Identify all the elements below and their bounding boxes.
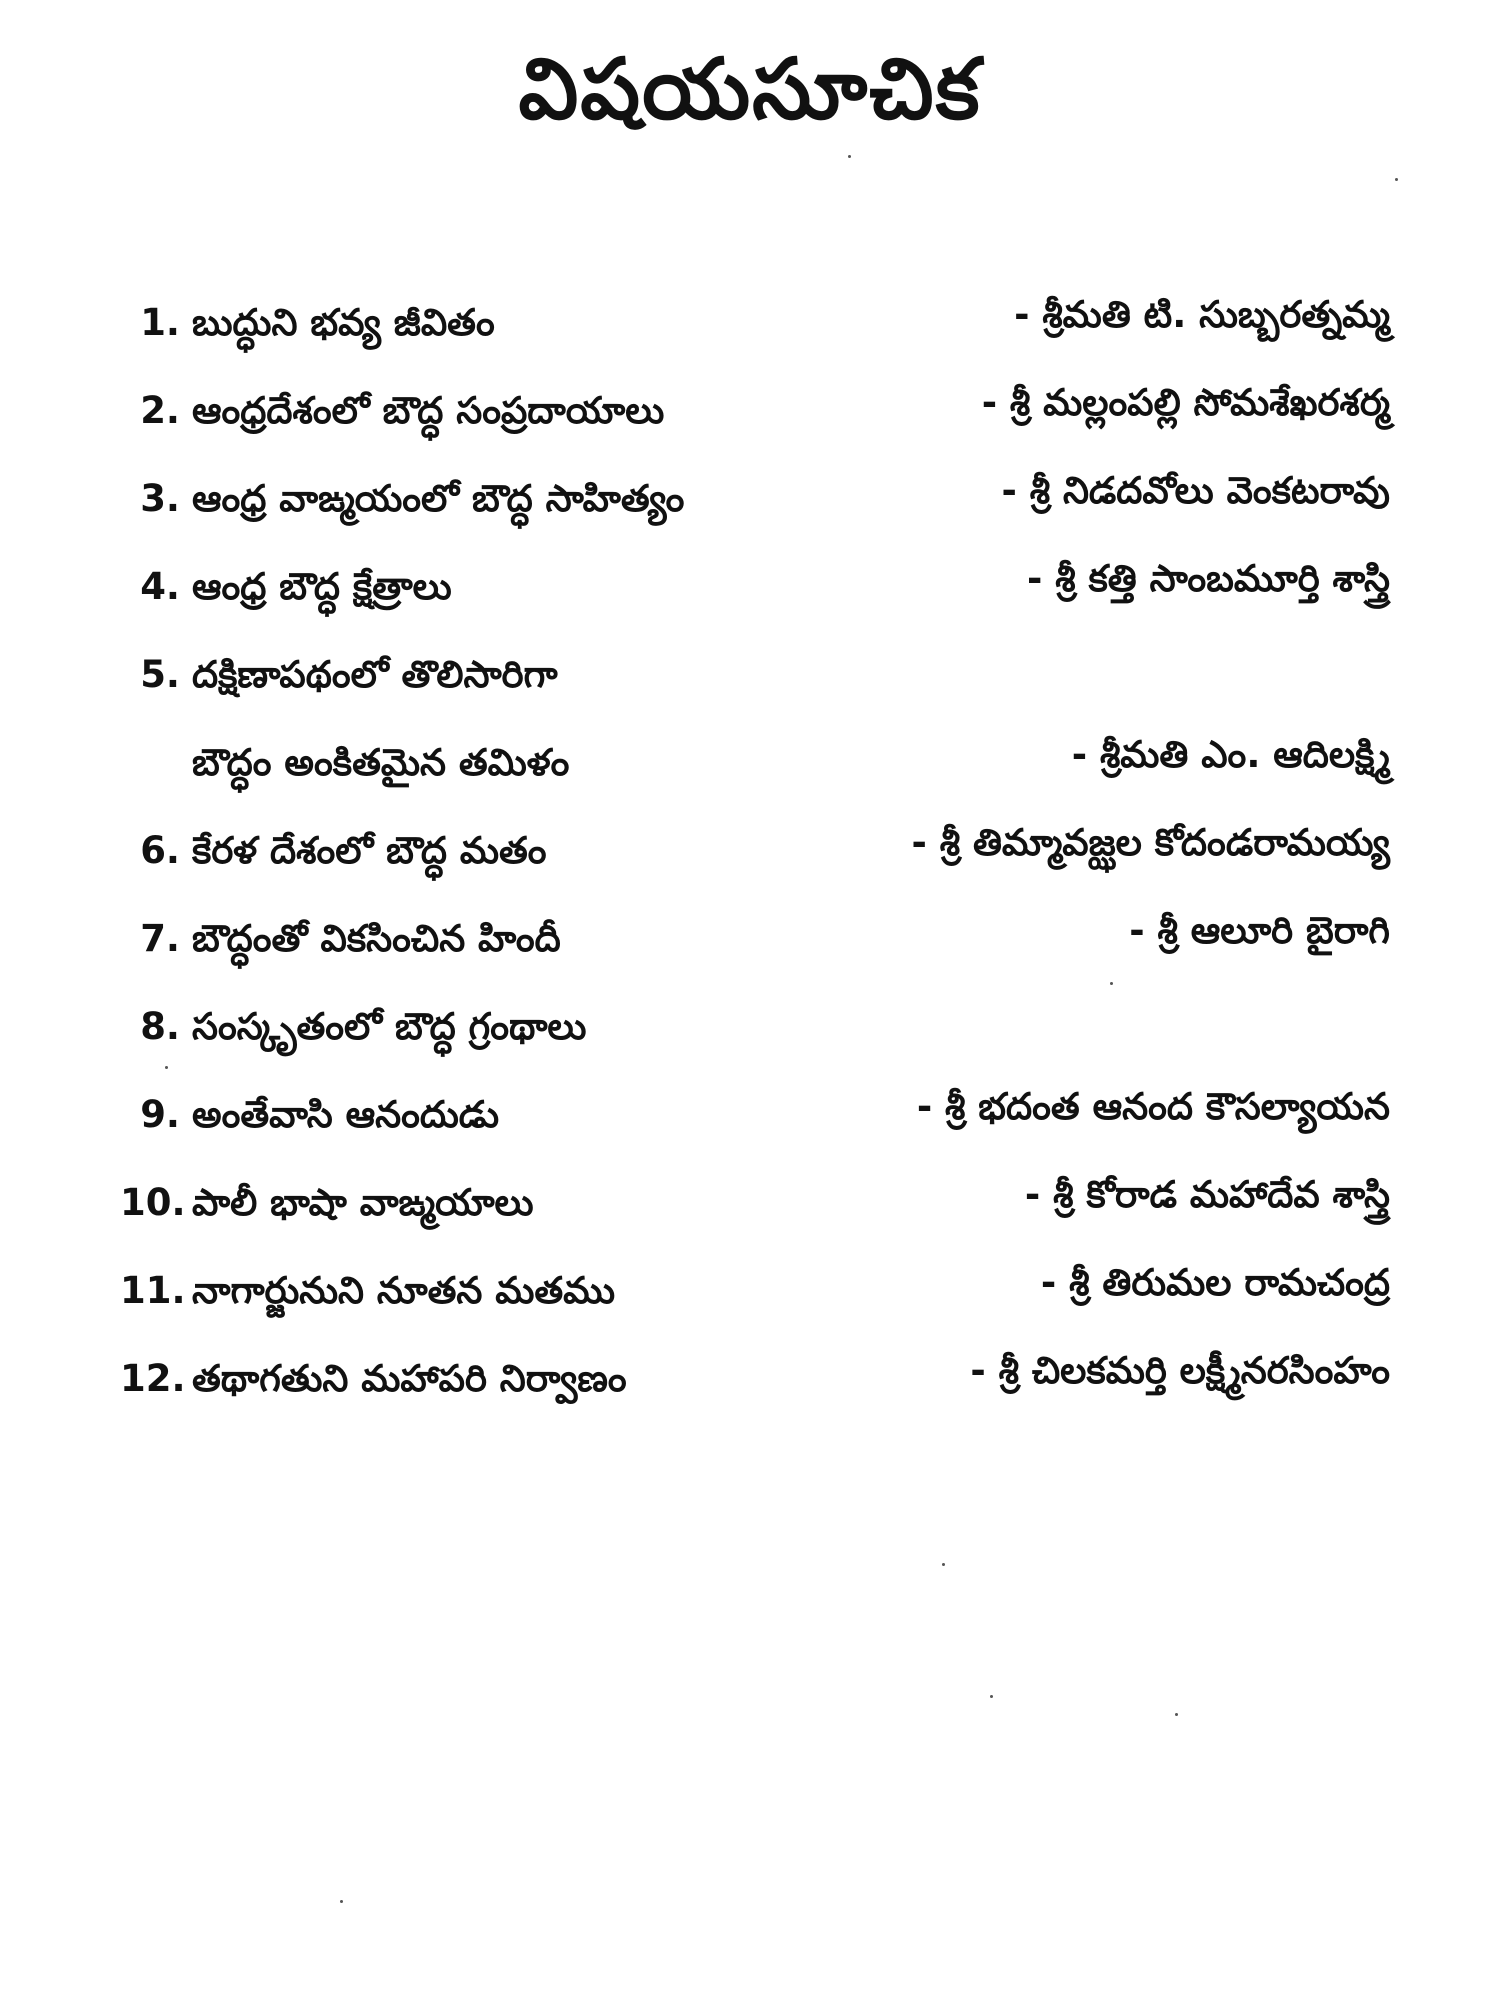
entry-author: - శ్రీమతి టి. సుబ్బరత్నమ్మ — [1014, 293, 1390, 336]
entry-title: దక్షిణాపథంలో తొలిసారిగా — [192, 653, 558, 696]
scan-speck — [1395, 178, 1398, 181]
toc-entry-8 — [120, 989, 1390, 1077]
entry-title: సంస్కృతంలో బౌద్ధ గ్రంథాలు — [192, 1005, 587, 1048]
entry-number: 5. — [140, 653, 180, 696]
entry-author: - శ్రీ కత్తి సాంబమూర్తి శాస్త్రి — [1027, 557, 1390, 600]
toc-entry-11 — [120, 1253, 1390, 1341]
entry-author: - శ్రీ ఆలూరి బైరాగి — [1129, 909, 1390, 952]
entry-title: ఆంధ్ర వాఙ్మయంలో బౌద్ధ సాహిత్యం — [192, 477, 685, 520]
scan-speck — [340, 1900, 343, 1903]
scan-speck — [165, 1066, 168, 1069]
entry-title: పాలీ భాషా వాఙ్మయాలు — [192, 1181, 534, 1224]
entry-author: - శ్రీ మల్లంపల్లి సోమశేఖరశర్మ — [981, 381, 1390, 424]
scan-speck — [990, 1695, 993, 1698]
scan-speck — [942, 1563, 945, 1566]
entry-number: 7. — [140, 917, 180, 960]
toc-entry-5-continued — [120, 725, 1390, 813]
entry-number: 4. — [140, 565, 180, 608]
scan-speck — [1175, 1713, 1178, 1716]
entry-number: 12. — [120, 1357, 186, 1400]
entry-number: 9. — [140, 1093, 180, 1136]
entry-author: - శ్రీమతి ఎం. ఆదిలక్ష్మి — [1071, 733, 1390, 776]
table-of-contents — [120, 285, 1390, 1429]
entry-author: - శ్రీ చిలకమర్తి లక్ష్మీనరసింహం — [970, 1349, 1390, 1392]
entry-title: బౌద్ధంతో వికసించిన హిందీ — [192, 917, 561, 960]
entry-number: 8. — [140, 1005, 180, 1048]
entry-title: ఆంధ్ర బౌద్ధ క్షేత్రాలు — [192, 565, 452, 608]
scan-speck — [1110, 982, 1113, 985]
entry-author: - శ్రీ తిరుమల రామచంద్ర — [1040, 1261, 1390, 1304]
entry-author: - శ్రీ కోరాడ మహాదేవ శాస్త్రి — [1024, 1173, 1390, 1216]
entry-title: తథాగతుని మహాపరి నిర్వాణం — [192, 1357, 627, 1400]
entry-number: 6. — [140, 829, 180, 872]
toc-entry-2 — [120, 373, 1390, 461]
entry-title: ఆంధ్రదేశంలో బౌద్ధ సంప్రదాయాలు — [192, 389, 665, 432]
scan-speck — [848, 155, 851, 158]
entry-title: కేరళ దేశంలో బౌద్ధ మతం — [192, 829, 547, 872]
toc-entry-12 — [120, 1341, 1390, 1429]
toc-entry-3 — [120, 461, 1390, 549]
entry-title: నాగార్జునుని నూతన మతము — [192, 1269, 616, 1312]
entry-number: 2. — [140, 389, 180, 432]
toc-entry-9 — [120, 1077, 1390, 1165]
toc-entry-10 — [120, 1165, 1390, 1253]
toc-entry-1 — [120, 285, 1390, 373]
entry-author: - శ్రీ భదంత ఆనంద కౌసల్యాయన — [916, 1085, 1390, 1128]
toc-entry-5 — [120, 637, 1390, 725]
entry-author: - శ్రీ నిడదవోలు వెంకటరావు — [1001, 469, 1390, 512]
entry-title: బౌద్ధం అంకితమైన తమిళం — [192, 741, 570, 784]
entry-number: 10. — [120, 1181, 186, 1224]
toc-entry-7 — [120, 901, 1390, 989]
entry-title: బుద్ధుని భవ్య జీవితం — [192, 301, 495, 344]
entry-number: 1. — [140, 301, 180, 344]
toc-entry-6 — [120, 813, 1390, 901]
page-title: విషయసూచిక — [518, 40, 982, 138]
entry-number: 3. — [140, 477, 180, 520]
toc-entry-4 — [120, 549, 1390, 637]
entry-author: - శ్రీ తిమ్మావజ్ఝల కోదండరామయ్య — [911, 821, 1390, 864]
entry-title: అంతేవాసి ఆనందుడు — [192, 1093, 499, 1136]
entry-number: 11. — [120, 1269, 186, 1312]
